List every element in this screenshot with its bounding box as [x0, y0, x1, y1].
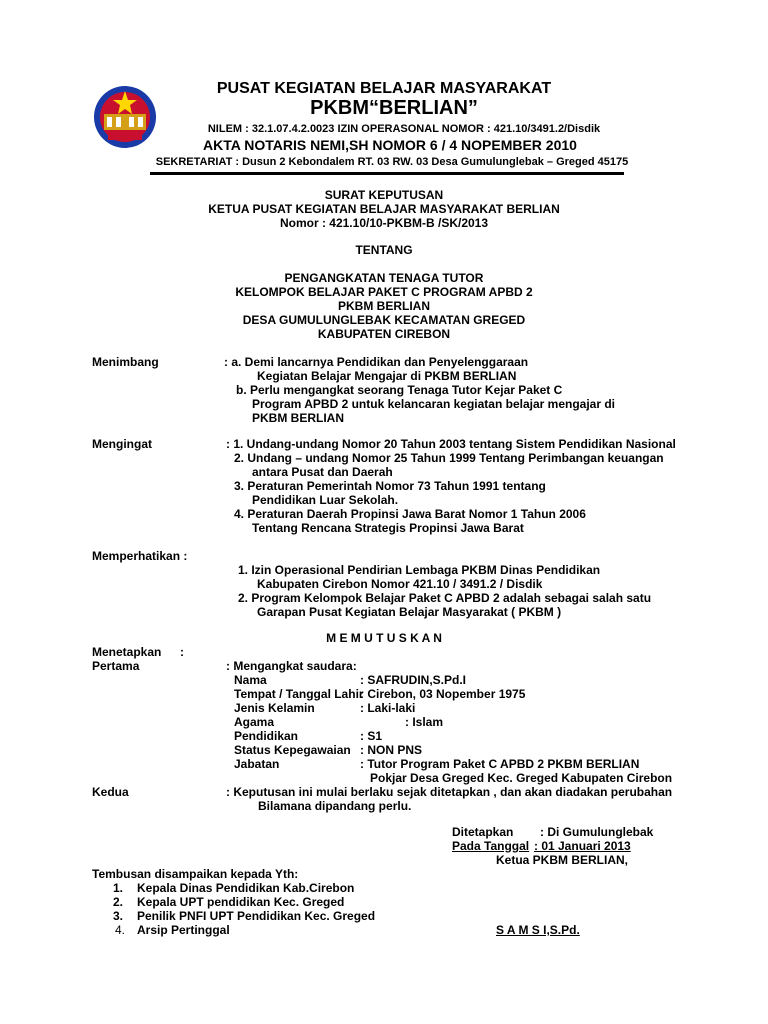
memperhatikan-line: 2. Program Kelompok Belajar Paket C APBD 2 adalah sebagai salah satu	[238, 591, 652, 605]
field-value: : Islam	[405, 715, 444, 729]
ditetapkan-label: Ditetapkan	[452, 825, 514, 839]
header-akta: AKTA NOTARIS NEMI,SH NOMOR 6 / 4 NOPEMBER 2010	[203, 137, 577, 153]
field-value: : Laki-laki	[360, 701, 416, 715]
field-label: Pendidikan	[234, 729, 299, 743]
mengingat-line: 3. Peraturan Pemerintah Nomor 73 Tahun 1991 tentang	[234, 479, 546, 493]
menimbang-line: : a. Demi lancarnya Pendidikan dan Penyelenggaraan	[224, 355, 529, 369]
mengingat-line: 2. Undang – undang Nomor 25 Tahun 1999 Tentang Perimbangan keuangan	[234, 451, 664, 465]
field-value: : NON PNS	[360, 743, 423, 757]
menimbang-line: Program APBD 2 untuk kelancaran kegiatan belajar mengajar di	[252, 397, 616, 411]
pertama-label: Pertama	[92, 659, 140, 673]
tembusan-number: 2.	[113, 895, 124, 909]
tembusan-number: 1.	[113, 881, 124, 895]
memperhatikan-line: Garapan Pusat Kegiatan Belajar Masyarakat ( PKBM )	[257, 605, 562, 619]
title-nomor: Nomor : 421.10/10-PKBM-B /SK/2013	[279, 216, 489, 230]
field-label: Jenis Kelamin	[234, 701, 315, 715]
field-label: Nama	[234, 673, 267, 687]
menetapkan-colon: :	[180, 645, 184, 659]
tembusan-title: Tembusan disampaikan kepada Yth:	[92, 867, 299, 881]
menimbang-line: b. Perlu mengangkat seorang Tenaga Tutor Kejar Paket C	[236, 383, 563, 397]
tembusan-number: 3.	[113, 909, 124, 923]
tembusan-item: Penilik PNFI UPT Pendidikan Kec. Greged	[137, 909, 376, 923]
tembusan-item: Kepala UPT pendidikan Kec. Greged	[137, 895, 345, 909]
tembusan-number: 4.	[115, 923, 126, 937]
kedua-line: Bilamana dipandang perlu.	[258, 799, 412, 813]
title-surat-keputusan: SURAT KEPUTUSAN	[324, 188, 444, 202]
header-sekretariat: SEKRETARIAT : Dusun 2 Kebondalem RT. 03 RW. 03 Desa Gumulunglebak – Greged 45175	[155, 156, 629, 168]
memperhatikan-line: 1. Izin Operasional Pendirian Lembaga PKBM Dinas Pendidikan	[238, 563, 601, 577]
title-subject-1: PENGANGKATAN TENAGA TUTOR	[284, 271, 484, 285]
tembusan-item: Arsip Pertinggal	[137, 923, 230, 937]
field-value: : S1	[360, 729, 383, 743]
header-nilem: NILEM : 32.1.07.4.2.0023 IZIN OPERASONAL NOMOR : 421.10/3491.2/Disdik	[207, 123, 601, 135]
ditetapkan-value: : Di Gumulunglebak	[540, 825, 654, 839]
mengingat-line: 4. Peraturan Daerah Propinsi Jawa Barat Nomor 1 Tahun 2006	[234, 507, 586, 521]
memutuskan-heading: M E M U T U S K A N	[326, 631, 442, 645]
memperhatikan-line: Kabupaten Cirebon Nomor 421.10 / 3491.2 / Disdik	[257, 577, 543, 591]
tembusan-item: Kepala Dinas Pendidikan Kab.Cirebon	[137, 881, 355, 895]
title-ketua: KETUA PUSAT KEGIATAN BELAJAR MASYARAKAT BERLIAN	[208, 202, 560, 216]
tanggal-value: : 01 Januari 2013	[534, 839, 631, 853]
mengingat-line: : 1. Undang-undang Nomor 20 Tahun 2003 tentang Sistem Pendidikan Nasional	[226, 437, 676, 451]
menimbang-line: Kegiatan Belajar Mengajar di PKBM BERLIAN	[257, 369, 517, 383]
title-subject-4: DESA GUMULUNGLEBAK KECAMATAN GREGED	[242, 313, 526, 327]
signatory-name: S A M S I,S.Pd.	[496, 923, 580, 937]
field-label: Status Kepegawaian	[234, 743, 351, 757]
field-label: Agama	[234, 715, 275, 729]
menimbang-label: Menimbang	[92, 355, 159, 369]
mengangkat-text: : Mengangkat saudara:	[226, 659, 357, 673]
mengingat-label: Mengingat	[92, 437, 152, 451]
mengingat-line: antara Pusat dan Daerah	[252, 465, 393, 479]
tanggal-label: Pada Tanggal	[452, 839, 530, 853]
ketua-title: Ketua PKBM BERLIAN,	[496, 853, 629, 867]
title-subject-3: PKBM BERLIAN	[338, 299, 430, 313]
header-pkbm-name: PKBM“BERLIAN”	[310, 97, 478, 119]
menetapkan-label: Menetapkan	[92, 645, 162, 659]
title-subject-2: KELOMPOK BELAJAR PAKET C PROGRAM APBD 2	[235, 285, 533, 299]
field-value: : SAFRUDIN,S.Pd.I	[360, 673, 467, 687]
jabatan-line-2: Pokjar Desa Greged Kec. Greged Kabupaten Cirebon	[370, 771, 673, 785]
mengingat-line: Pendidikan Luar Sekolah.	[252, 493, 399, 507]
header-org-name: PUSAT KEGIATAN BELAJAR MASYARAKAT	[216, 80, 552, 97]
title-tentang: TENTANG	[355, 243, 413, 257]
mengingat-line: Tentang Rencana Strategis Propinsi Jawa Barat	[252, 521, 524, 535]
kedua-label: Kedua	[92, 785, 129, 799]
field-value: : Tutor Program Paket C APBD 2 PKBM BERLIAN	[360, 757, 640, 771]
title-subject-5: KABUPATEN CIREBON	[317, 327, 451, 341]
field-label: Jabatan	[234, 757, 280, 771]
memperhatikan-label: Memperhatikan :	[92, 549, 188, 563]
field-label: Tempat / Tanggal Lahir	[234, 687, 364, 701]
menimbang-line: PKBM BERLIAN	[252, 411, 344, 425]
field-value: : Cirebon, 03 Nopember 1975	[360, 687, 526, 701]
kedua-line: : Keputusan ini mulai berlaku sejak ditetapkan , dan akan diadakan perubahan	[226, 785, 673, 799]
header-divider	[150, 172, 624, 175]
